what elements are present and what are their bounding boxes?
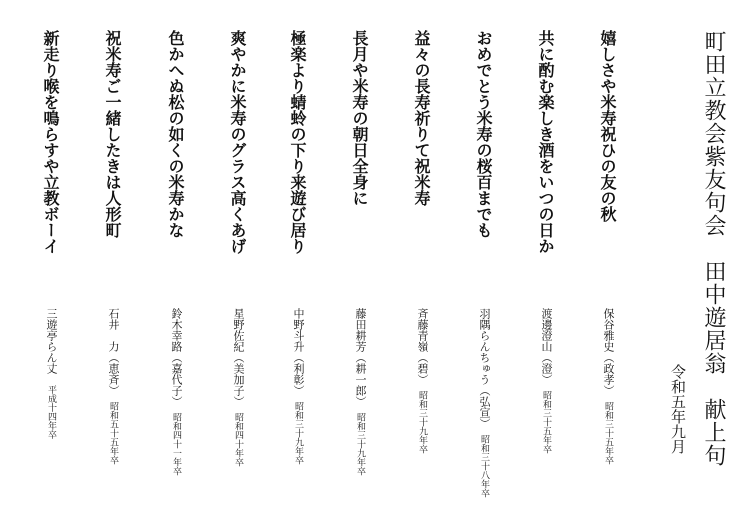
author-label: 渡邊澄山（澄） — [540, 308, 553, 380]
haiku-text: 爽やかに米寿のグラス高くあげ — [228, 30, 247, 254]
haiku-text: 長月や米寿の朝日全身に — [350, 30, 369, 206]
author-name — [417, 308, 428, 454]
author-name — [293, 308, 304, 465]
graduation-year: 昭和三十五年卒 — [541, 390, 551, 454]
haiku-text: 共に酌む楽しき酒をいつの日か — [536, 30, 555, 254]
author-name — [541, 308, 552, 454]
document-title: 町田立教会紫友句会 田中遊居翁 献上句 — [701, 30, 726, 467]
haiku-text: 益々の長寿祈りて祝米寿 — [412, 30, 431, 206]
author-label: 星野佐紀（美加子） — [232, 308, 245, 402]
haiku-text: 極楽より蜻蛉の下り来遊び居り — [288, 30, 307, 254]
graduation-year: 平成十四年卒 — [46, 385, 56, 439]
author-label: 保谷雅史（政孝） — [602, 308, 615, 391]
author-name — [603, 308, 614, 465]
graduation-year: 昭和三十五年卒 — [603, 401, 613, 465]
graduation-year: 昭和三十九年卒 — [417, 390, 427, 454]
graduation-year: 昭和五十五年卒 — [108, 401, 118, 465]
haiku-text: 新走り喉を鳴らすや立教ボーイ — [41, 30, 60, 254]
document-date: 令和五年九月 — [669, 364, 687, 454]
author-label: 中野斗升（利彰） — [292, 308, 305, 391]
graduation-year: 昭和三十九年卒 — [293, 401, 303, 465]
haiku-text: 祝米寿ご一緒したきは人形町 — [103, 30, 122, 238]
author-label: 羽隅らんちゅう（弘宣） — [478, 308, 491, 424]
author-label: 斉藤青嶺（碧） — [416, 308, 429, 380]
author-name — [233, 308, 244, 467]
haiku-text: 嬉しさや米寿祝ひの友の秋 — [598, 30, 617, 222]
author-label: 鈴木幸路（嘉代子） — [170, 308, 183, 402]
author-name — [171, 308, 182, 476]
graduation-year: 昭和三十九年卒 — [355, 412, 365, 476]
author-name — [108, 308, 119, 465]
author-label: 藤田耕芳（耕一郎） — [354, 308, 367, 402]
haiku-text: おめでとう米寿の桜百までも — [474, 30, 493, 238]
graduation-year: 昭和三十八年卒 — [479, 434, 489, 498]
graduation-year: 昭和四十一年卒 — [171, 412, 181, 476]
author-name — [355, 308, 366, 476]
haiku-text: 色かへぬ松の如くの米寿かな — [166, 30, 185, 238]
graduation-year: 昭和四十年卒 — [233, 412, 243, 467]
author-label: 石井 力（恵斉） — [107, 308, 120, 391]
author-name — [46, 308, 57, 439]
author-label: 三遊亭らん丈 — [45, 308, 58, 374]
author-name — [479, 308, 490, 498]
